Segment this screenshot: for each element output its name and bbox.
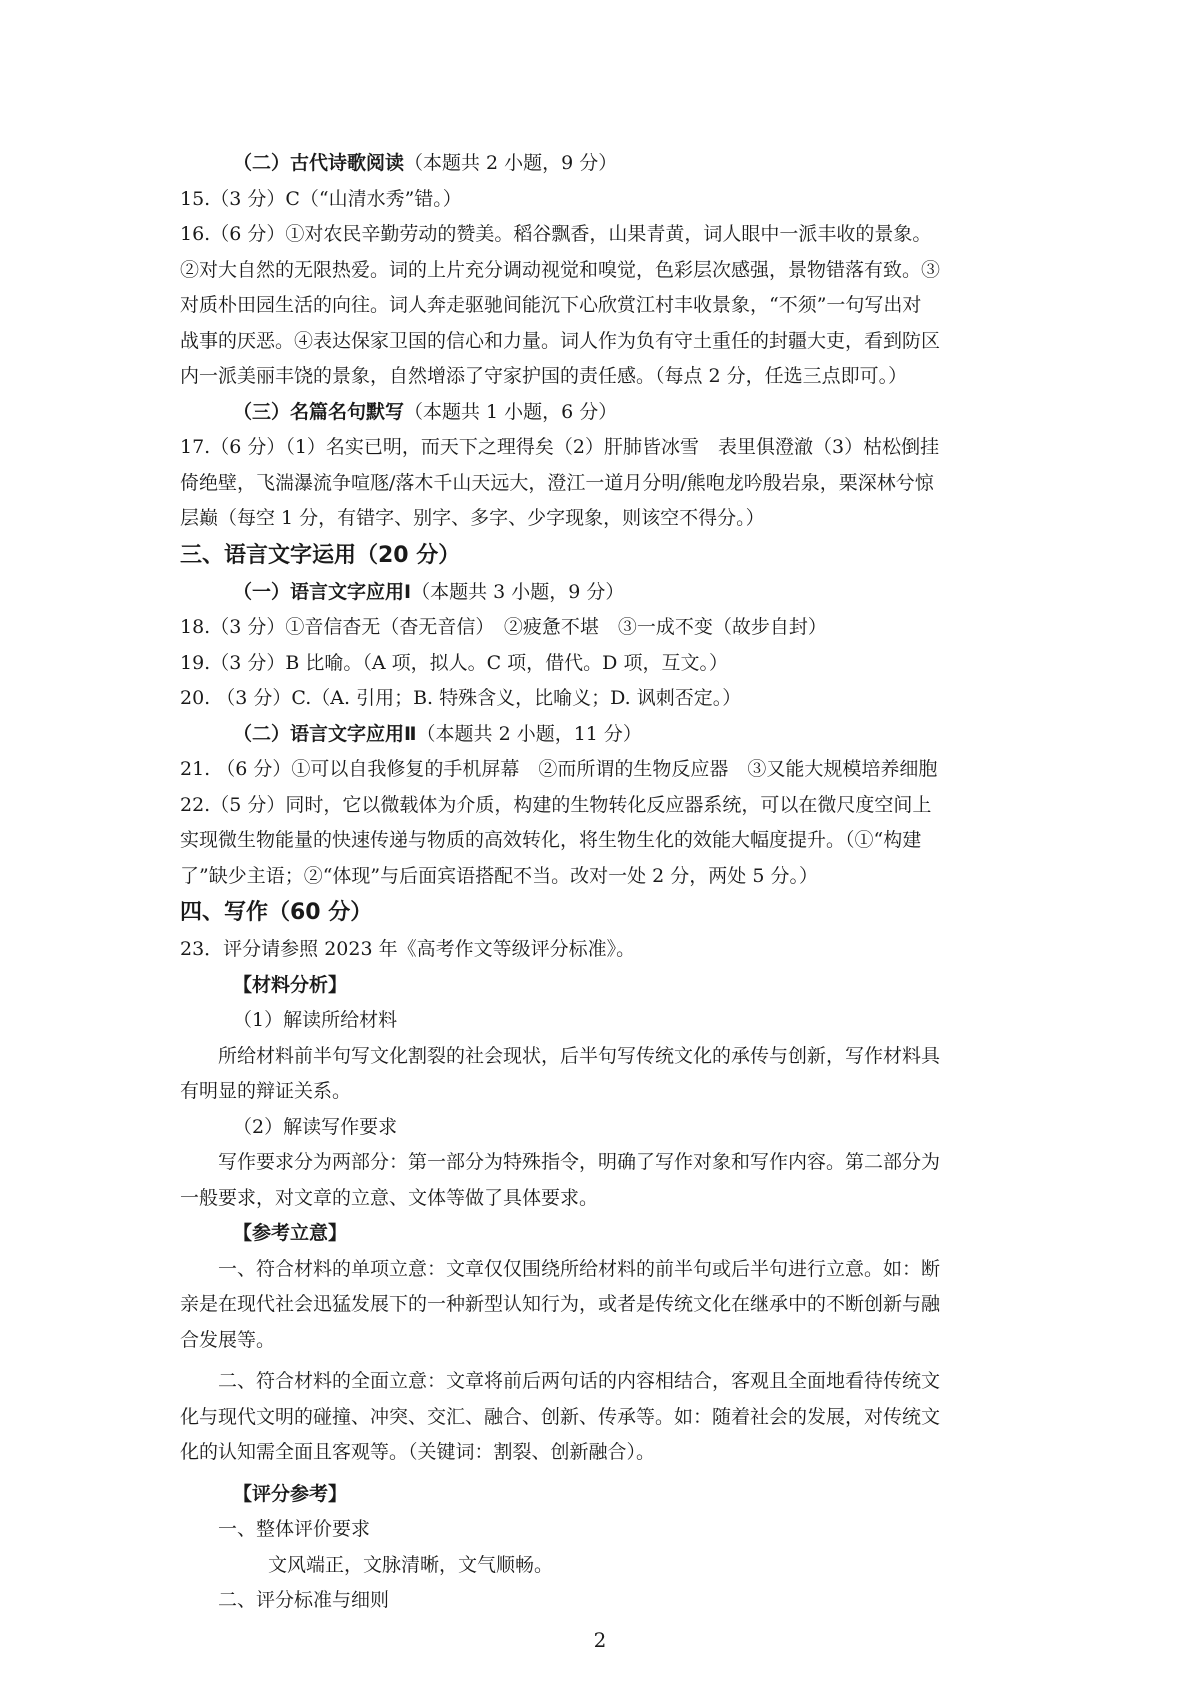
answer-line: 了”缺少主语；②“体现”与后面宾语搭配不当。改对一处 2 分，两处 5 分。） xyxy=(180,864,818,887)
answer-line: 层巅（每空 1 分，有错字、别字、多字、少字现象，则该空不得分。） xyxy=(180,507,765,529)
answer-q23: 23．评分请参照 2023 年《高考作文等级评分标准》。 xyxy=(180,938,636,960)
subsection-heading-language-1: （一）语言文字应用Ⅰ（本题共 3 小题，9 分） xyxy=(233,580,625,603)
paragraph-line: 亲是在现代社会迅猛发展下的一种新型认知行为，或者是传统文化在继承中的不断创新与融 xyxy=(180,1293,941,1315)
answer-q21: 21. （6 分）①可以自我修复的手机屏幕 ②而所谓的生物反应器 ③又能大规模培养细胞 xyxy=(180,758,938,780)
paragraph-line: 化与现代文明的碰撞、冲突、交汇、融合、创新、传承等。如：随着社会的发展，对传统文 xyxy=(180,1405,941,1428)
answer-line: 战事的厌恶。④表达保家卫国的信心和力量。词人作为负有守土重任的封疆大吏，看到防区 xyxy=(180,329,941,352)
page-number: 2 xyxy=(593,1628,607,1652)
answer-line: 22.（5 分）同时，它以微载体为介质，构建的生物转化反应器系统，可以在微尺度空间上 xyxy=(180,793,932,816)
answer-line: 内一派美丽丰饶的景象，自然增添了守家护国的责任感。（每点 2 分，任选三点即可。） xyxy=(180,365,908,387)
material-analysis-sub1: （1）解读所给材料 xyxy=(233,1009,398,1031)
material-analysis-sub2: （2）解读写作要求 xyxy=(233,1115,398,1138)
section-heading-writing: 四、写作（60 分） xyxy=(180,900,373,925)
scoring-item-1-text: 文风端正，文脉清晰，文气顺畅。 xyxy=(268,1553,554,1576)
paragraph-line: 合发展等。 xyxy=(180,1328,276,1351)
subsection-heading-famous-lines: （三）名篇名句默写（本题共 1 小题，6 分） xyxy=(233,400,618,423)
material-analysis-heading: 【材料分析】 xyxy=(233,973,348,996)
paragraph-line: 一、符合材料的单项立意：文章仅仅围绕所给材料的前半句或后半句进行立意。如：断 xyxy=(218,1257,941,1280)
paragraph-line: 二、符合材料的全面立意：文章将前后两句话的内容相结合，客观且全面地看待传统文 xyxy=(218,1370,941,1392)
scoring-heading: 【评分参考】 xyxy=(233,1482,348,1505)
subsection-heading-poetry: （二）古代诗歌阅读（本题共 2 小题，9 分） xyxy=(233,152,618,174)
answer-q20: 20. （3 分）C.（A. 引用；B. 特殊含义，比喻义；D. 讽刺否定。） xyxy=(180,687,742,709)
paragraph-line: 有明显的辩证关系。 xyxy=(180,1080,352,1102)
answer-q18: 18.（3 分）①音信杳无（杳无音信） ②疲惫不堪 ③一成不变（故步自封） xyxy=(180,616,827,638)
answer-q17 xyxy=(180,430,1020,537)
subsection-heading-language-2: （二）语言文字应用Ⅱ（本题共 2 小题，11 分） xyxy=(233,722,642,745)
scoring-item-2: 二、评分标准与细则 xyxy=(218,1589,390,1611)
answer-line: 实现微生物能量的快速传递与物质的高效转化，将生物生化的效能大幅度提升。（①“构建 xyxy=(180,829,922,851)
scoring-item-1: 一、整体评价要求 xyxy=(218,1518,371,1540)
paragraph-line: 一般要求，对文章的立意、文体等做了具体要求。 xyxy=(180,1186,599,1209)
answer-line: 16.（6 分）①对农民辛勤劳动的赞美。稻谷飘香，山果青黄，词人眼中一派丰收的景象。 xyxy=(180,223,932,245)
answer-line: 倚绝壁，飞湍瀑流争喧豗/落木千山天远大，澄江一道月分明/熊咆龙吟殷岩泉，栗深林兮惊 xyxy=(180,471,934,494)
answer-q19: 19.（3 分）B 比喻。（A 项，拟人。C 项，借代。D 项，互文。） xyxy=(180,651,728,674)
paragraph-line: 写作要求分为两部分：第一部分为特殊指令，明确了写作对象和写作内容。第二部分为 xyxy=(218,1151,941,1173)
answer-q16 xyxy=(180,217,1020,395)
answer-line: 17.（6 分）（1）名实已明，而天下之理得矣（2）肝肺皆冰雪 表里俱澄澈（3）枯松倒挂 xyxy=(180,436,940,458)
answer-line: 对质朴田园生活的向往。词人奔走驱驰间能沉下心欣赏江村丰收景象，“不须”一句写出对 xyxy=(180,294,922,316)
answer-key-content xyxy=(180,146,1020,1619)
answer-q22 xyxy=(180,788,1020,895)
paragraph-line: 化的认知需全面且客观等。（关键词：割裂、创新融合）。 xyxy=(180,1441,656,1463)
answer-line: ②对大自然的无限热爱。词的上片充分调动视觉和嗅觉，色彩层次感强，景物错落有致。③ xyxy=(180,258,941,281)
section-heading-language-use: 三、语言文字运用（20 分） xyxy=(180,542,461,568)
paragraph-line: 所给材料前半句写文化割裂的社会现状，后半句写传统文化的承传与创新，写作材料具 xyxy=(218,1044,941,1067)
answer-q15: 15.（3 分）C（“山清水秀”错。） xyxy=(180,187,462,210)
reference-ideas-heading: 【参考立意】 xyxy=(233,1222,348,1244)
